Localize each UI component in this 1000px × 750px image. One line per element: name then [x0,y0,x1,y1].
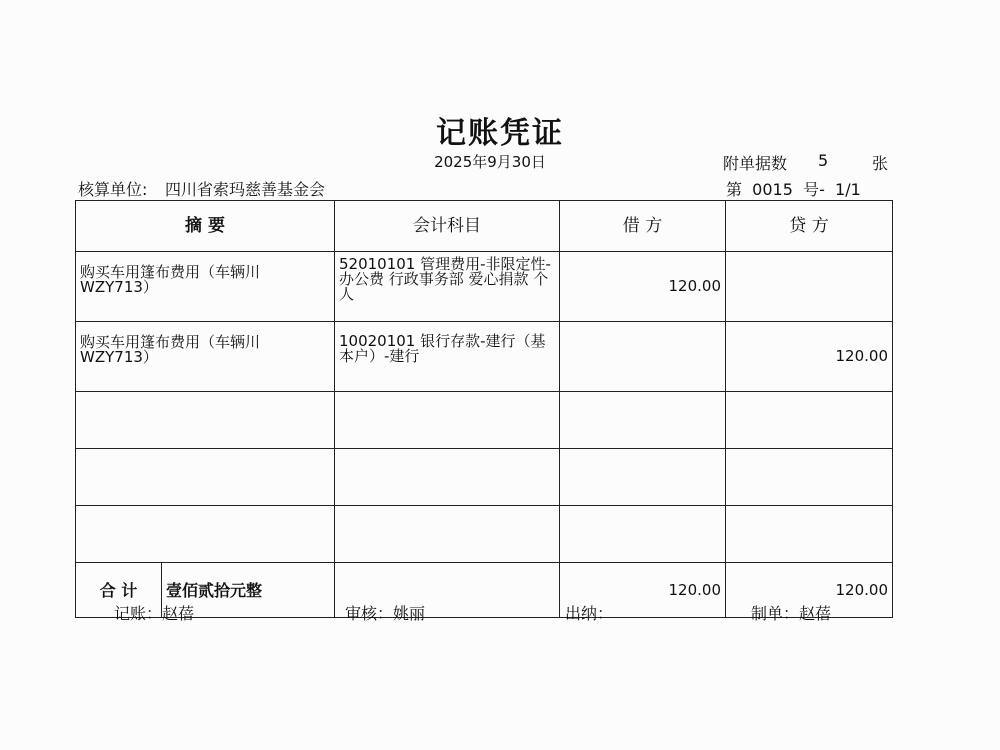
table-row [76,392,893,449]
row-debit [560,449,726,506]
row-summary: 购买车用篷布费用（车辆川WZY713） [76,252,335,322]
cashier-signature: 出纳： [565,604,614,623]
header-summary: 摘 要 [76,201,335,252]
row-summary [76,449,335,506]
total-amount-words: 壹佰贰拾元整 [166,580,263,600]
row-credit [726,506,893,563]
voucher-number: 第 0015 号- 1/1 [726,180,861,199]
table-row [76,506,893,563]
voucher-table [75,200,893,618]
total-label: 合 计 [76,563,162,617]
header-account: 会计科目 [335,201,560,252]
row-debit [560,506,726,563]
row-credit [726,449,893,506]
row-account: 10020101 银行存款-建行（基本户）-建行 [335,322,560,392]
attachments-label: 附单据数 [723,154,788,173]
row-summary [76,506,335,563]
row-credit [726,252,893,322]
header-row [76,201,893,252]
header-credit: 贷 方 [726,201,893,252]
row-debit [560,392,726,449]
row-summary: 购买车用篷布费用（车辆川WZY713） [76,322,335,392]
row-account [335,506,560,563]
bookkeeper-signature: 记账：赵蓓 [114,604,195,623]
unit-name: 四川省索玛慈善基金会 [165,180,326,199]
row-summary [76,392,335,449]
reviewer-signature: 审核：姚丽 [345,604,426,623]
row-debit [560,322,726,392]
row-credit [726,392,893,449]
row-account [335,449,560,506]
attachments-count: 5 [818,151,829,170]
attachments-unit: 张 [872,154,889,173]
header-debit: 借 方 [560,201,726,252]
row-debit: 120.00 [560,252,726,322]
table-row [76,449,893,506]
preparer-signature: 制单：赵蓓 [751,604,832,623]
voucher-date: 2025年9月30日 [434,153,546,171]
table-row [76,322,893,392]
total-debit: 120.00 [560,563,726,618]
unit-label: 核算单位: [78,180,148,199]
row-account: 52010101 管理费用-非限定性-办公费 行政事务部 爱心捐款 个人 [335,252,560,322]
row-account [335,392,560,449]
voucher-title: 记账凭证 [436,116,564,151]
row-credit: 120.00 [726,322,893,392]
total-credit: 120.00 [726,563,893,618]
table-row [76,252,893,322]
